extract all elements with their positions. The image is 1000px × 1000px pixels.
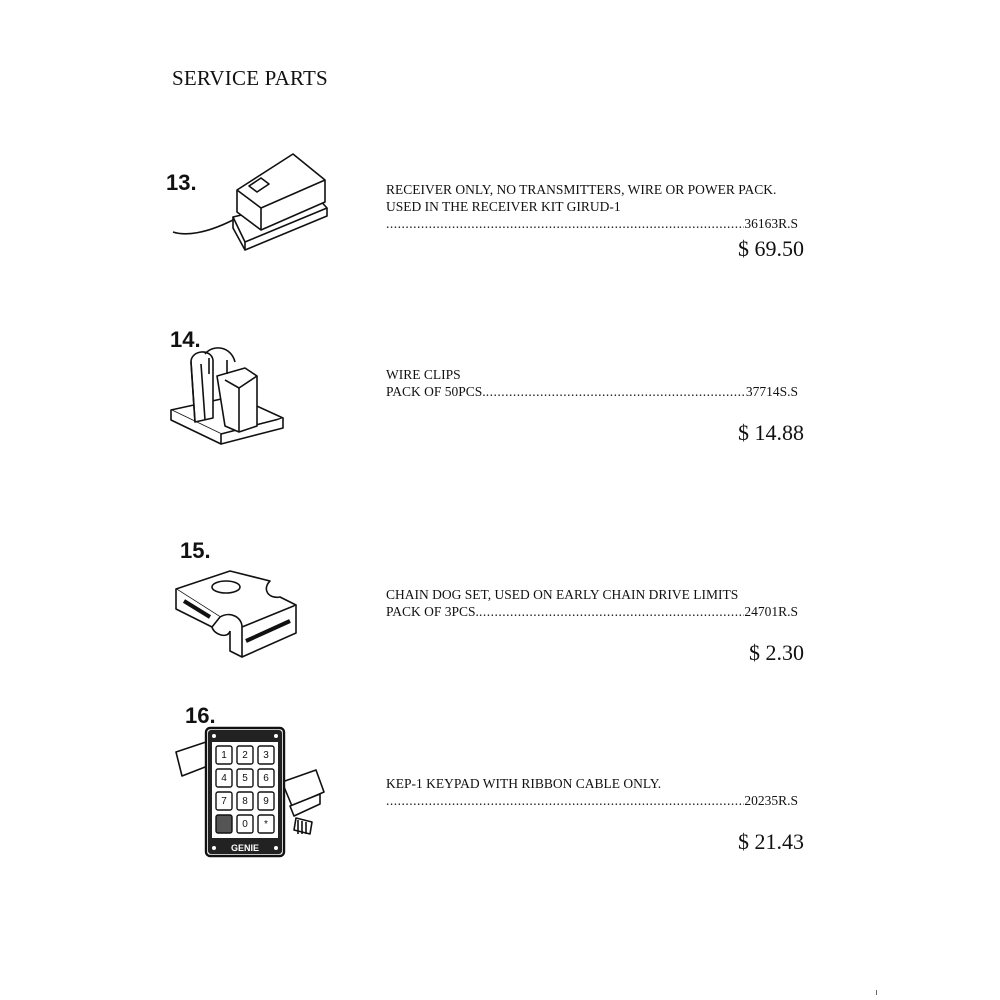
leader-dots <box>479 603 744 620</box>
leader-line <box>386 603 798 620</box>
leader-dots <box>386 215 744 232</box>
keypad-key-label: 6 <box>263 773 269 784</box>
part-code: 37714S.S <box>745 384 798 399</box>
keypad-key-label: 8 <box>242 796 248 807</box>
part-15-description <box>386 586 798 620</box>
part-13-price: $ 69.50 <box>738 236 804 261</box>
keypad-key-label: * <box>264 819 268 830</box>
part-13-description <box>386 181 798 232</box>
part-code: 36163R.S <box>744 216 798 231</box>
keypad-key-label: 7 <box>221 796 227 807</box>
part-15-price: $ 2.30 <box>749 640 804 665</box>
part-number-16: 16. <box>185 703 216 728</box>
leader-text: PACK OF 50PCS. <box>386 384 486 399</box>
leader-line <box>386 215 798 232</box>
part-code: 24701R.S <box>744 604 798 619</box>
page-title: SERVICE PARTS <box>172 66 328 90</box>
part-14-description <box>386 366 798 400</box>
description-line: RECEIVER ONLY, NO TRANSMITTERS, WIRE OR POWER PACK. <box>386 182 777 197</box>
part-number-15: 15. <box>180 538 211 563</box>
description-line: USED IN THE RECEIVER KIT GIRUD-1 <box>386 199 621 214</box>
keypad-key-label: 4 <box>221 773 227 784</box>
keypad-illustration <box>170 722 330 862</box>
description-line: KEP-1 KEYPAD WITH RIBBON CABLE ONLY. <box>386 776 662 791</box>
keypad-key-label: 5 <box>242 773 248 784</box>
leader-line <box>386 383 798 400</box>
part-code: 20235R.S <box>744 793 798 808</box>
wire-clip-illustration <box>165 340 305 450</box>
keypad-key-label: 0 <box>242 819 248 830</box>
keypad-key-label: 1 <box>221 750 227 761</box>
leader-dots <box>486 383 746 400</box>
receiver-illustration <box>165 150 345 260</box>
part-16-description <box>386 775 798 809</box>
keypad-key <box>216 815 232 833</box>
keypad-brand-logo: GENIE <box>230 843 260 853</box>
part-number-14: 14. <box>170 327 201 352</box>
chain-dog-illustration <box>170 565 300 665</box>
part-16-price: $ 21.43 <box>738 829 804 854</box>
keypad-key-label: 9 <box>263 796 269 807</box>
part-number-13: 13. <box>166 170 197 195</box>
leader-text: PACK OF 3PCS. <box>386 604 479 619</box>
part-14-price: $ 14.88 <box>738 420 804 445</box>
keypad-key-label: 2 <box>242 750 248 761</box>
keypad-key-label: 3 <box>263 750 269 761</box>
page-mark <box>876 990 877 995</box>
description-line: CHAIN DOG SET, USED ON EARLY CHAIN DRIVE LIMITS <box>386 587 739 602</box>
leader-dots <box>386 792 744 809</box>
description-line: WIRE CLIPS <box>386 367 461 382</box>
leader-line <box>386 792 798 809</box>
